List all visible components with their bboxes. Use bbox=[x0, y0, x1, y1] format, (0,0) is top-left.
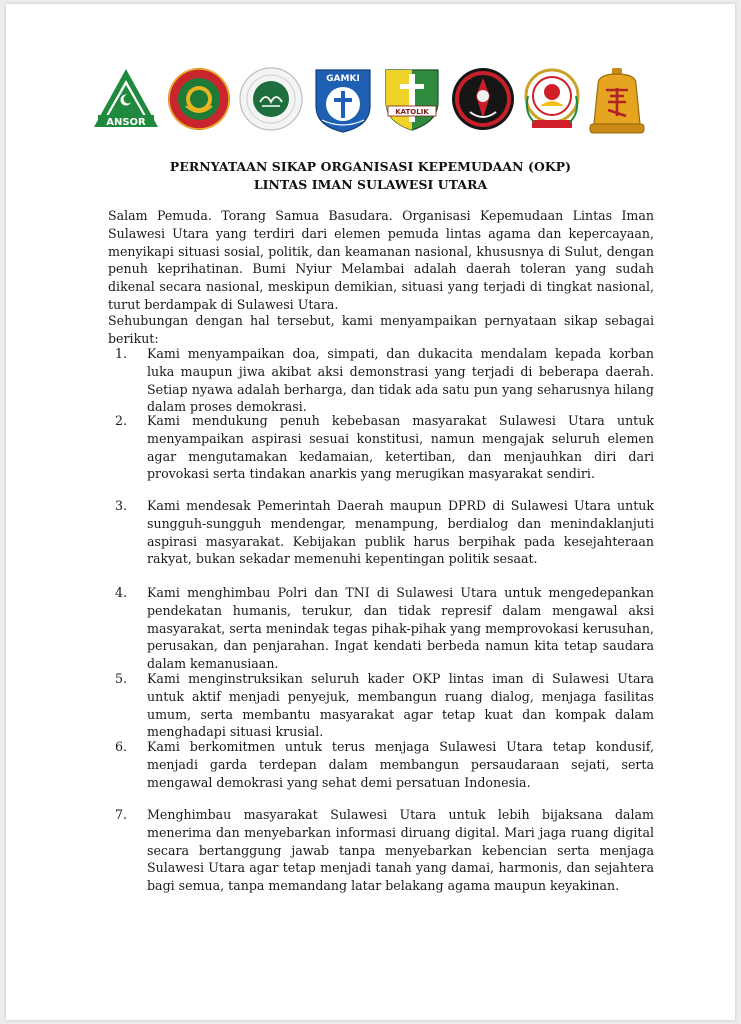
item-text: Kami menyampaikan doa, simpati, dan dukacita mendalam kepada korban luka maupun jiwa akibat aksi demonstrasi yang terjadi di beberapa daerah. Setiap nyawa adalah berharga, dan tidak ada satu pun yang seharusnya hilang dalam proses demokrasi. bbox=[147, 346, 654, 415]
document-title-line-2: LINTAS IMAN SULAWESI UTARA bbox=[253, 177, 488, 192]
item-number: 6. bbox=[115, 739, 128, 754]
document-title-line-1: PERNYATAAN SIKAP ORGANISASI KEPEMUDAAN (OKP) bbox=[169, 159, 572, 174]
item-number: 2. bbox=[115, 413, 128, 428]
gema-buddhi-logo bbox=[520, 66, 584, 134]
svg-text:KATOLIK: KATOLIK bbox=[395, 108, 429, 116]
document-page bbox=[6, 4, 735, 1020]
lead-paragraph: Sehubungan dengan hal tersebut, kami menyampaikan pernyataan sikap sebagai berikut: bbox=[108, 313, 654, 346]
barisan-kebangsaan-logo bbox=[238, 66, 304, 132]
item-number: 4. bbox=[115, 585, 128, 600]
khonghucu-logo bbox=[586, 66, 648, 138]
item-text: Kami menginstruksikan seluruh kader OKP lintas iman di Sulawesi Utara untuk aktif menjadi penyejuk, membangun ruang dialog, menjaga fasilitas umum, serta membantu masyarakat agar tetap kuat dan kompak dalam menghadapi situasi krusial. bbox=[147, 671, 654, 740]
gamki-logo bbox=[312, 66, 374, 134]
logo-row bbox=[92, 66, 652, 138]
item-number: 5. bbox=[115, 671, 128, 686]
peradah-logo bbox=[450, 66, 516, 132]
intro-paragraph: Salam Pemuda. Torang Samua Basudara. Organisasi Kepemudaan Lintas Iman Sulawesi Utara yang terdiri dari elemen pemuda lintas agama dan kepercayaan, menyikapi situasi sosial, politik, dan keamanan nasional, khususnya di Sulut, dengan penuh keprihatinan. Bumi Nyiur Melambai adalah daerah toleran yang sudah dikenal secara nasional, meskipun demikian, situasi yang terjadi di tingkat nasional, turut berdampak di Sulawesi Utara. bbox=[108, 208, 654, 312]
pemuda-muhammadiyah-logo bbox=[166, 66, 232, 132]
item-number: 1. bbox=[115, 346, 128, 361]
item-number: 7. bbox=[115, 807, 128, 822]
item-text: Kami mendesak Pemerintah Daerah maupun DPRD di Sulawesi Utara untuk sungguh-sungguh mendengar, menampung, berdialog dan menindaklanjuti aspirasi masyarakat. Kebijakan publik harus berpihak pada kesejahteraan rakyat, bukan sekadar memenuhi kepentingan politik sesaat. bbox=[147, 498, 654, 567]
item-number: 3. bbox=[115, 498, 128, 513]
item-text: Kami mendukung penuh kebebasan masyarakat Sulawesi Utara untuk menyampaikan aspirasi sesuai konstitusi, namun mengajak seluruh elemen agar mengutamakan kedamaian, ketertiban, dan menjauhkan diri dari provokasi serta tindakan anarkis yang merugikan masyarakat sendiri. bbox=[147, 413, 654, 482]
item-text: Kami menghimbau Polri dan TNI di Sulawesi Utara untuk mengedepankan pendekatan humanis, terukur, dan tidak represif dalam mengawal aksi masyarakat, serta menindak tegas pihak-pihak yang memprovokasi kerusuhan, perusakan, dan penjarahan. Ingat kendati berbeda namun kita tetap saudara dalam kemanusiaan. bbox=[147, 585, 654, 672]
ansor-logo bbox=[92, 66, 160, 130]
svg-text:ANSOR: ANSOR bbox=[106, 117, 146, 128]
item-text: Menghimbau masyarakat Sulawesi Utara untuk lebih bijaksana dalam menerima dan menyebarkan informasi diruang digital. Mari jaga ruang digital secara bertanggung jawab tanpa menyebarkan kebencian serta menjaga Sulawesi Utara agar tetap menjadi tanah yang damai, harmonis, dan sejahtera bagi semua, tanpa memandang latar belakang agama maupun keyakinan. bbox=[147, 807, 654, 894]
pemuda-katolik-logo bbox=[380, 66, 444, 134]
item-text: Kami berkomitmen untuk terus menjaga Sulawesi Utara tetap kondusif, menjadi garda terdepan dalam membangun persaudaraan sejati, serta mengawal demokrasi yang sehat demi persatuan Indonesia. bbox=[147, 739, 654, 790]
svg-text:GAMKI: GAMKI bbox=[326, 74, 360, 84]
